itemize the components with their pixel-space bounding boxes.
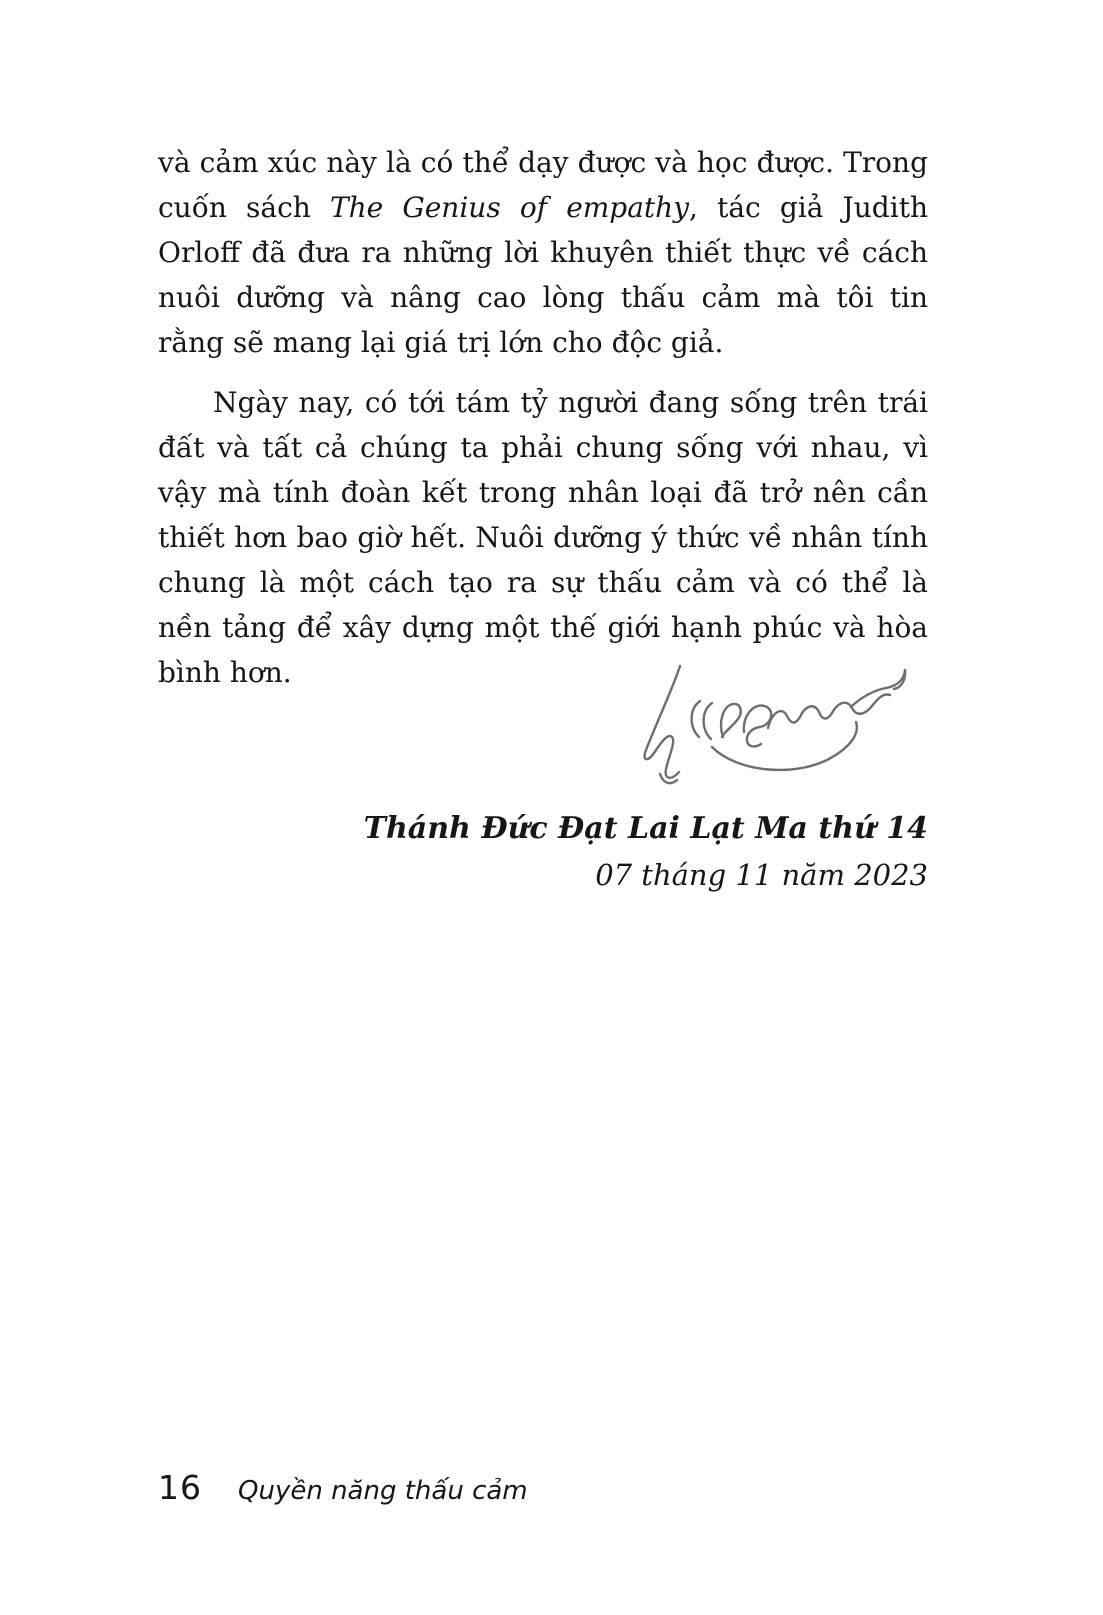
paragraph	[158, 140, 928, 365]
author-name: Thánh Đức Đạt Lai Lạt Ma thứ 14	[363, 811, 928, 846]
body-text	[158, 140, 928, 695]
signature-image	[592, 640, 914, 792]
cited-book-title: The Genius of empathy	[329, 191, 690, 224]
handwritten-signature-icon	[592, 640, 914, 792]
signing-date: 07 tháng 11 năm 2023	[595, 858, 928, 892]
paragraph-text: Ngày nay, có tới tám tỷ người đang sống trên trái đất và tất cả chúng ta phải chung sống với nhau, vì vậy mà tính đoàn kết trong nhân loại đã trở nên cần thiết hơn bao giờ hết. Nuôi dưỡng ý thức về nhân tính chung là một cách tạo ra sự thấu cảm và có thể là nền tảng để xây dựng một thế giới hạnh phúc và hòa bình hơn.	[158, 386, 928, 689]
attribution-block	[158, 806, 928, 898]
running-title: Quyền năng thấu cảm	[238, 1476, 528, 1506]
page-footer	[158, 1468, 528, 1507]
paragraph-text: và cảm xúc này là có thể dạy được và học được. Trong cuốn sách	[158, 146, 928, 224]
paragraph-text: , tác giả Judith Orloff đã đưa ra những lời khuyên thiết thực về cách nuôi dưỡng và nâng cao lòng thấu cảm mà tôi tin rằng sẽ mang lại giá trị lớn cho độc giả.	[158, 191, 928, 359]
page-number: 16	[158, 1468, 202, 1507]
